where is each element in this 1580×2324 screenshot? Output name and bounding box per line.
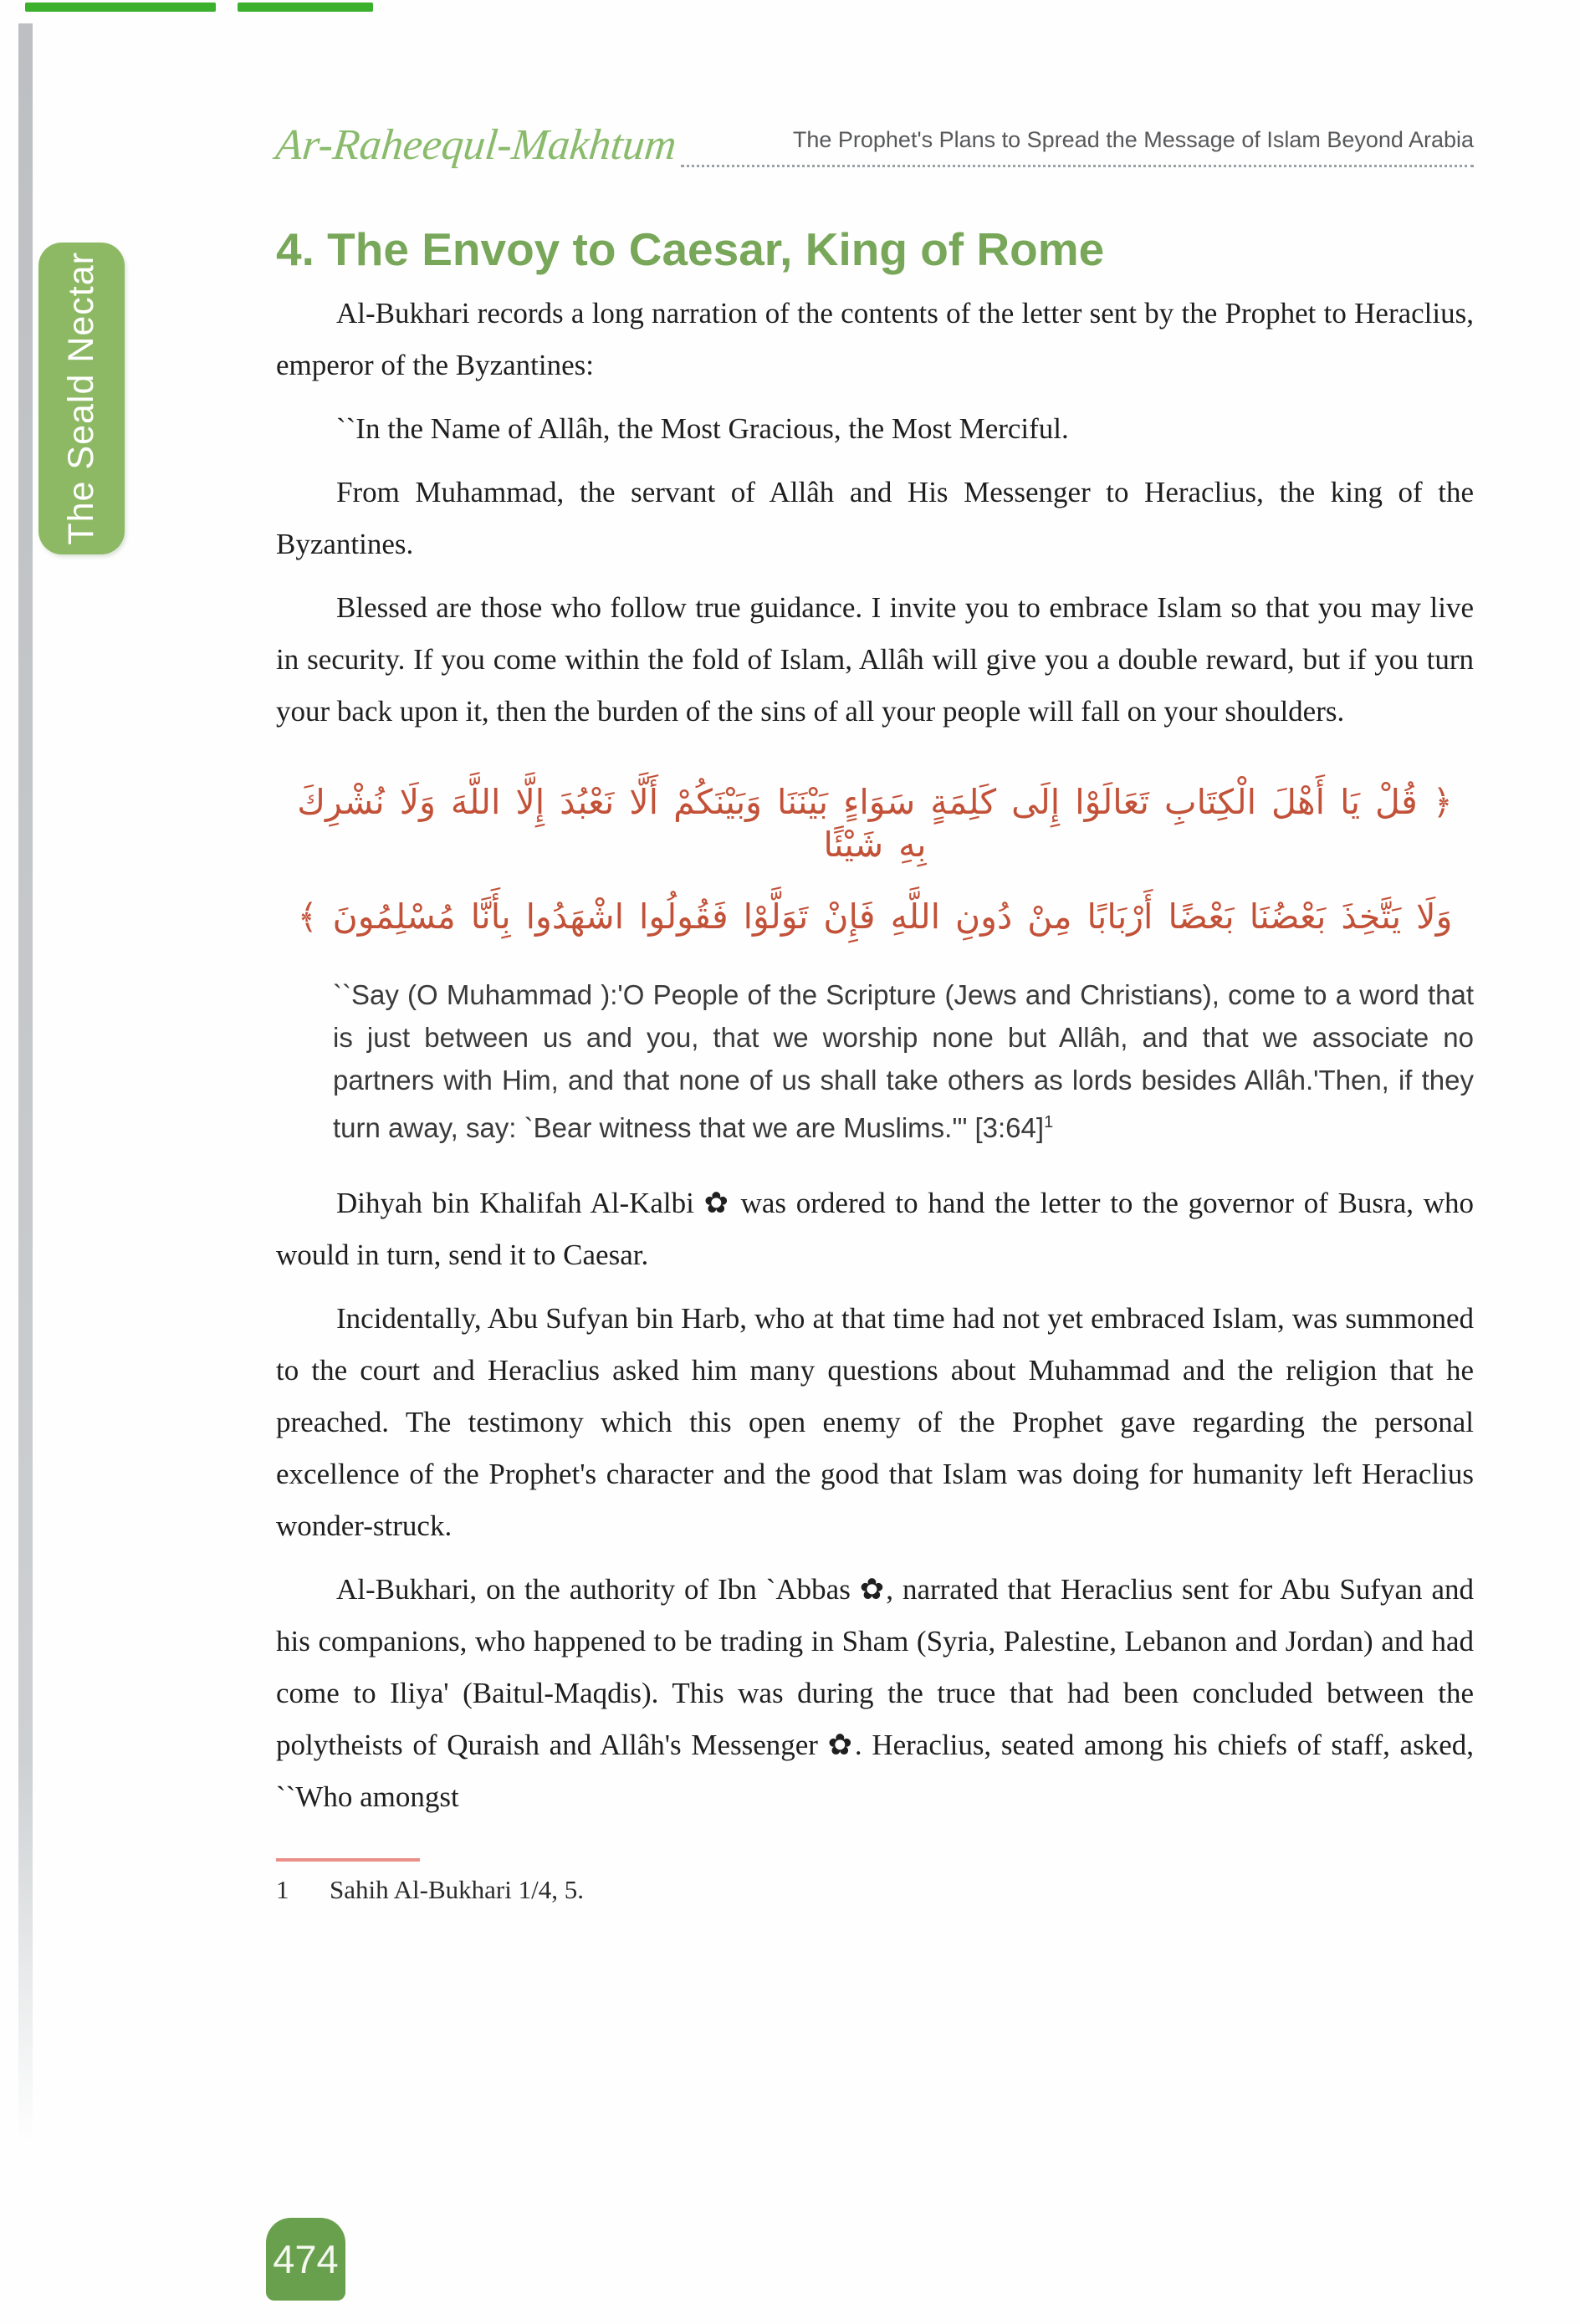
- page-content: [276, 0, 1474, 1905]
- quran-verse-line-2: وَلَا يَتَّخِذَ بَعْضُنَا بَعْضًا أَرْبَابًا مِنْ دُونِ اللَّهِ فَإِنْ تَوَلَّوْا فَقُولُوا اشْهَدُوا بِأَنَّا مُسْلِمُونَ ﴾: [297, 896, 1453, 937]
- quran-verse-line-1: ﴿ قُلْ يَا أَهْلَ الْكِتَابِ تَعَالَوْا إِلَى كَلِمَةٍ سَوَاءٍ بَيْنَنَا وَبَيْنَكُمْ أَلَّا نَعْبُدَ إِلَّا اللَّهَ وَلَا نُشْرِكَ بِهِ شَيْئًا: [297, 782, 1453, 866]
- running-header-title: The Prophet's Plans to Spread the Message of Islam Beyond Arabia: [792, 127, 1474, 152]
- paragraph-abu-sufyan: Incidentally, Abu Sufyan bin Harb, who at that time had not yet embraced Islam, was summoned to the court and Heraclius asked him many questions about Muhammad and the religion that he preached. The testimony which this open enemy of the Prophet gave regarding the personal excellence of the Prophet's character and the good that Islam was doing for humanity left Heraclius wonder-struck.: [276, 1301, 1474, 1542]
- paragraph-dihyah: Dihyah bin Khalifah Al-Kalbi ✿ was ordered to hand the letter to the governor of Busra, who would in turn, send it to Caesar.: [276, 1186, 1474, 1271]
- paragraph-from-muhammad: From Muhammad, the servant of Allâh and His Messenger to Heraclius, the king of the Byzantines.: [276, 476, 1474, 560]
- paragraph-intro: Al-Bukhari records a long narration of the contents of the letter sent by the Prophet to Heraclius, emperor of the Byzantines:: [276, 297, 1474, 381]
- header-dotted-rule: [681, 127, 1474, 167]
- book-logo-script: Ar-Raheequl-Makhtum: [274, 121, 679, 169]
- paragraph-blessed: Blessed are those who follow true guidance. I invite you to embrace Islam so that you may live in security. If you come within the fold of Islam, Allâh will give you a double reward, but if you turn your back upon it, then the burden of the sins of all your people will fall on your shoulders.: [276, 591, 1474, 728]
- paragraph-basmalah: ``In the Name of Allâh, the Most Gracious, the Most Merciful.: [336, 412, 1069, 445]
- footnote-text: Sahih Al-Bukhari 1/4, 5.: [330, 1874, 584, 1904]
- page-number-badge: [266, 2218, 345, 2301]
- section-heading: 4. The Envoy to Caesar, King of Rome: [276, 223, 1105, 275]
- verse-translation-text: ``Say (O Muhammad ):'O People of the Scripture (Jews and Christians), come to a word that is just between us and you, that we worship none but Allâh, and that we associate no partners with Him, and that none of us shall take others as lords besides Allâh.'Then, if they turn away, say: `Bear witness that we are Muslims.'" [3:64]: [333, 978, 1474, 1143]
- footnote-separator-rule: [276, 1858, 420, 1862]
- page-number: 474: [273, 2237, 339, 2281]
- footnote-block: [276, 1858, 1474, 1905]
- running-header: [274, 121, 1474, 169]
- verse-translation-quote: [333, 973, 1474, 1149]
- top-edge-artifact-bar-1: [25, 3, 216, 12]
- chapter-tab: [38, 243, 125, 554]
- footnote-number: 1: [276, 1874, 289, 1904]
- paragraph-ibn-abbas: Al-Bukhari, on the authority of Ibn `Abbas ✿, narrated that Heraclius sent for Abu Sufyan and his companions, who happened to be trading in Sham (Syria, Palestine, Lebanon and Jordan) and had come to Iliya' (Baitul-Maqdis). This was during the truce that had been concluded between the polytheists of Quraish and Allâh's Messenger ✿. Heraclius, seated among his chiefs of staff, asked, ``Who amongst: [276, 1572, 1474, 1813]
- page-curl-shadow: [18, 23, 33, 2143]
- footnote-reference-superscript: 1: [1044, 1112, 1054, 1131]
- chapter-tab-label: The Seald Nectar: [61, 252, 101, 545]
